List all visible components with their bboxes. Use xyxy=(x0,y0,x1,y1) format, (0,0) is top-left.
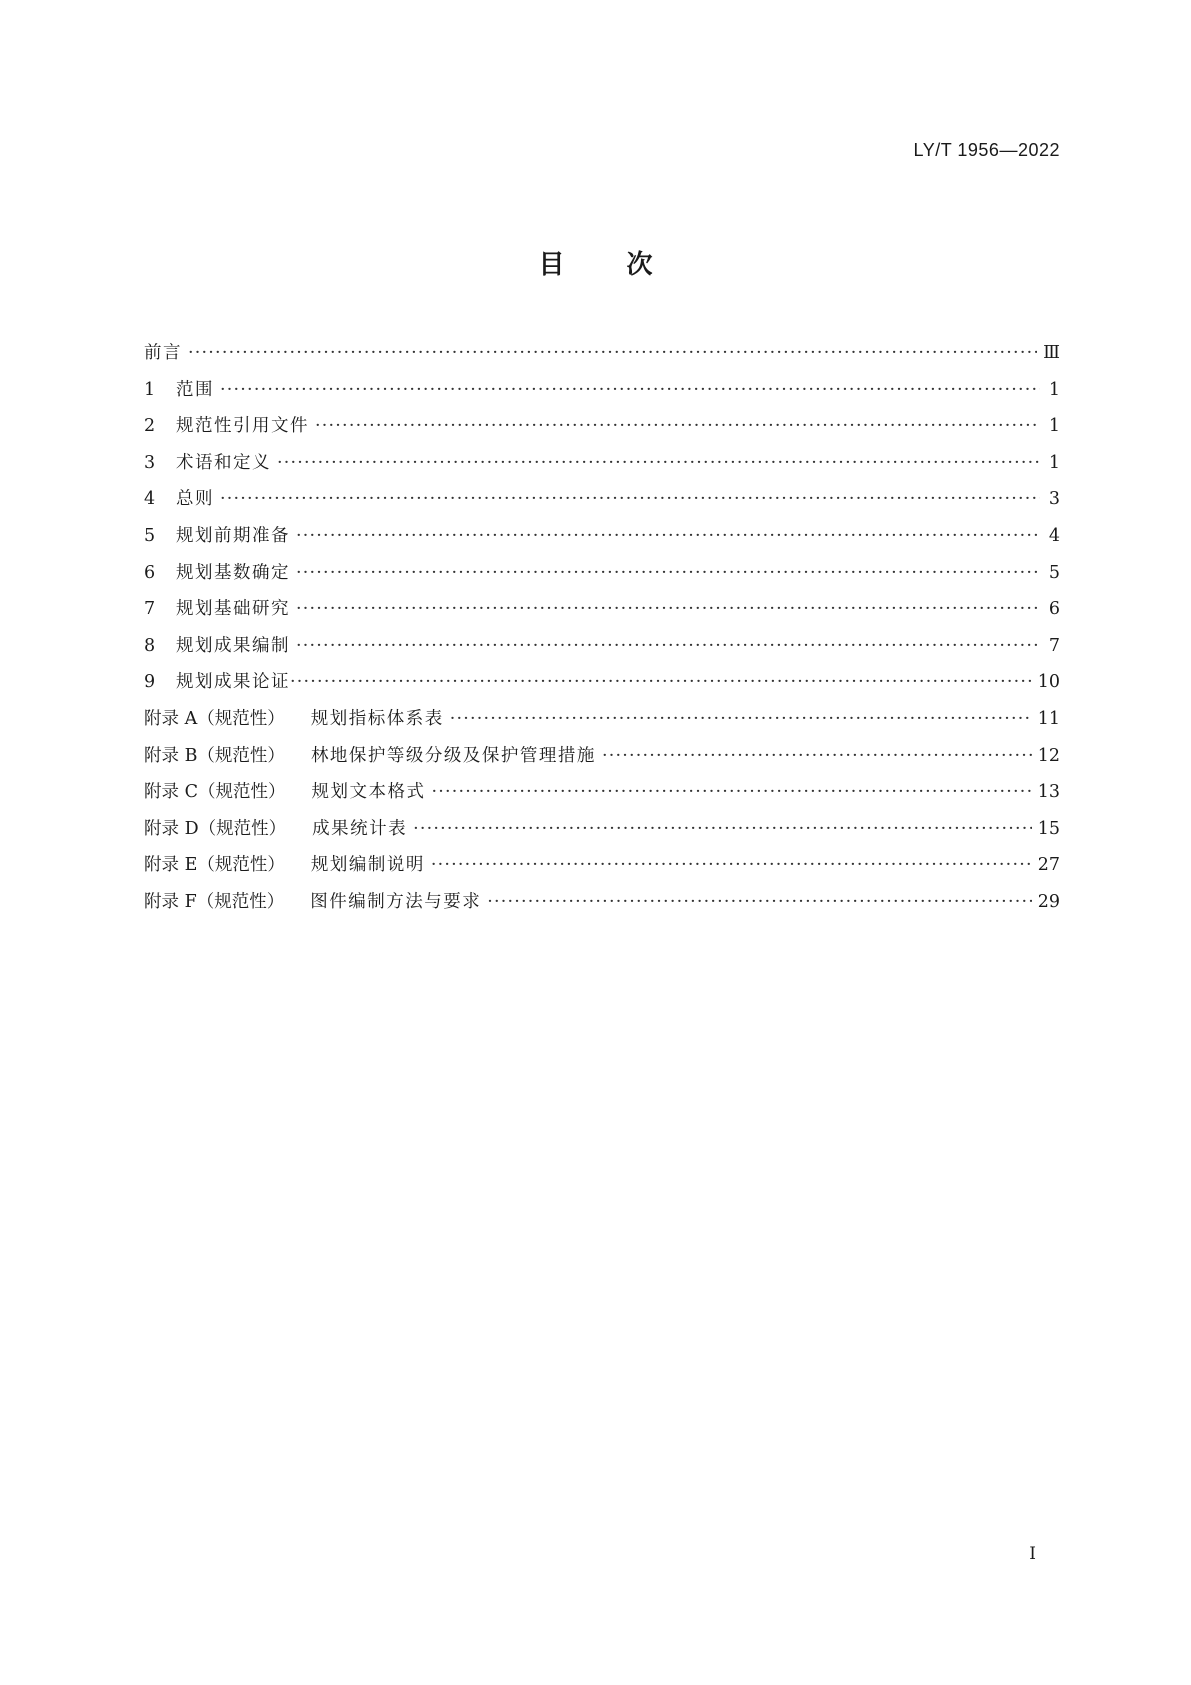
toc-entry-label: 规划文本格式 xyxy=(311,782,426,803)
toc-entry-4[interactable] xyxy=(144,485,1060,522)
toc-entry-page: 11 xyxy=(1037,708,1060,729)
toc-entry-7[interactable] xyxy=(144,595,1060,632)
toc-appendix-designation: 附录 B（规范性） xyxy=(144,745,285,766)
toc-entry-1[interactable] xyxy=(144,376,1060,413)
toc-entry-number: 9 xyxy=(144,672,156,693)
toc-entry-page: 1 xyxy=(1048,452,1060,473)
toc-entry-number: 1 xyxy=(144,379,156,400)
toc-leader-dots xyxy=(315,416,1040,436)
toc-entry-page: 7 xyxy=(1048,635,1060,656)
toc-leader-dots xyxy=(413,819,1032,839)
toc-leader-dots xyxy=(431,855,1032,875)
toc-entry-label: 图件编制方法与要求 xyxy=(310,891,482,912)
toc-leader-dots xyxy=(296,636,1040,656)
standard-code: LY/T 1956—2022 xyxy=(913,140,1060,160)
toc-entry-foreword[interactable] xyxy=(144,339,1060,376)
toc-entry-page: 15 xyxy=(1037,818,1060,839)
page-number: Ⅰ xyxy=(1029,1544,1036,1564)
toc-leader-dots xyxy=(602,746,1032,766)
toc-entry-label: 林地保护等级分级及保护管理措施 xyxy=(310,745,596,766)
title-char-2: 次 xyxy=(626,250,653,280)
toc-entry-label: 规范性引用文件 xyxy=(176,416,309,437)
toc-entry-3[interactable] xyxy=(144,449,1060,486)
toc-entry-label: 范围 xyxy=(176,379,214,400)
toc-entry-page: 13 xyxy=(1037,782,1060,803)
toc-entry-number: 7 xyxy=(144,599,156,620)
toc-entry-5[interactable] xyxy=(144,522,1060,559)
toc-entry-label: 前言 xyxy=(144,343,182,363)
toc-entry-label: 术语和定义 xyxy=(176,452,271,473)
toc-entry-label: 规划基础研究 xyxy=(176,599,290,620)
toc-leader-dots xyxy=(296,599,1040,619)
toc-entry-label: 成果统计表 xyxy=(312,818,408,839)
toc-entry-label: 规划前期准备 xyxy=(176,525,290,546)
toc-entry-number: 2 xyxy=(144,416,156,437)
toc-entry-page: 12 xyxy=(1037,745,1060,766)
toc-leader-dots xyxy=(220,380,1040,400)
toc-entry-page: 4 xyxy=(1048,525,1060,546)
toc-leader-dots xyxy=(487,892,1032,912)
toc-entry-page: 29 xyxy=(1037,891,1060,912)
toc-entry-number: 4 xyxy=(144,489,156,510)
toc-entry-page: 5 xyxy=(1048,562,1060,583)
toc-entry-number: 5 xyxy=(144,525,156,546)
toc-entry-appendix-f[interactable] xyxy=(144,888,1060,925)
toc-leader-dots xyxy=(188,343,1037,363)
toc-entry-page: Ⅲ xyxy=(1043,343,1060,363)
toc-leader-dots xyxy=(296,526,1040,546)
toc-entry-page: 3 xyxy=(1048,489,1060,510)
toc-appendix-designation: 附录 E（规范性） xyxy=(144,855,285,876)
toc-appendix-designation: 附录 C（规范性） xyxy=(144,782,286,803)
toc-entry-page: 10 xyxy=(1037,672,1060,693)
toc-appendix-designation: 附录 D（规范性） xyxy=(144,818,287,839)
toc-entry-page: 1 xyxy=(1048,379,1060,400)
toc-entry-appendix-b[interactable] xyxy=(144,742,1060,779)
toc-appendix-designation: 附录 F（规范性） xyxy=(144,891,285,912)
toc-entry-appendix-d[interactable] xyxy=(144,815,1060,852)
toc-entry-label: 规划成果论证 xyxy=(176,672,290,693)
toc-entry-number: 6 xyxy=(144,562,156,583)
toc-entry-number: 8 xyxy=(144,635,156,656)
toc-appendix-designation: 附录 A（规范性） xyxy=(144,708,285,729)
toc-entry-page: 1 xyxy=(1048,416,1060,437)
toc-entry-page: 27 xyxy=(1037,855,1060,876)
toc-entry-appendix-e[interactable] xyxy=(144,851,1060,888)
toc-entry-label: 总则 xyxy=(176,489,214,510)
toc-entry-appendix-a[interactable] xyxy=(144,705,1060,742)
toc-entry-appendix-c[interactable] xyxy=(144,778,1060,815)
toc-entry-page: 6 xyxy=(1048,599,1060,620)
toc-leader-dots xyxy=(296,563,1040,583)
toc-entry-2[interactable] xyxy=(144,412,1060,449)
table-of-contents xyxy=(144,339,1060,925)
toc-leader-dots xyxy=(450,709,1032,729)
toc-entry-label: 规划成果编制 xyxy=(176,635,290,656)
toc-leader-dots xyxy=(290,672,1032,692)
toc-entry-6[interactable] xyxy=(144,559,1060,596)
toc-entry-label: 规划指标体系表 xyxy=(310,708,444,729)
toc-entry-label: 规划编制说明 xyxy=(310,855,425,876)
toc-leader-dots xyxy=(277,453,1040,473)
title-char-1: 目 xyxy=(538,250,565,280)
page-title xyxy=(0,244,1191,281)
toc-leader-dots xyxy=(220,489,1040,509)
toc-entry-number: 3 xyxy=(144,452,156,473)
toc-entry-label: 规划基数确定 xyxy=(176,562,290,583)
toc-leader-dots xyxy=(431,782,1031,802)
toc-entry-9[interactable] xyxy=(144,668,1060,705)
toc-entry-8[interactable] xyxy=(144,632,1060,669)
